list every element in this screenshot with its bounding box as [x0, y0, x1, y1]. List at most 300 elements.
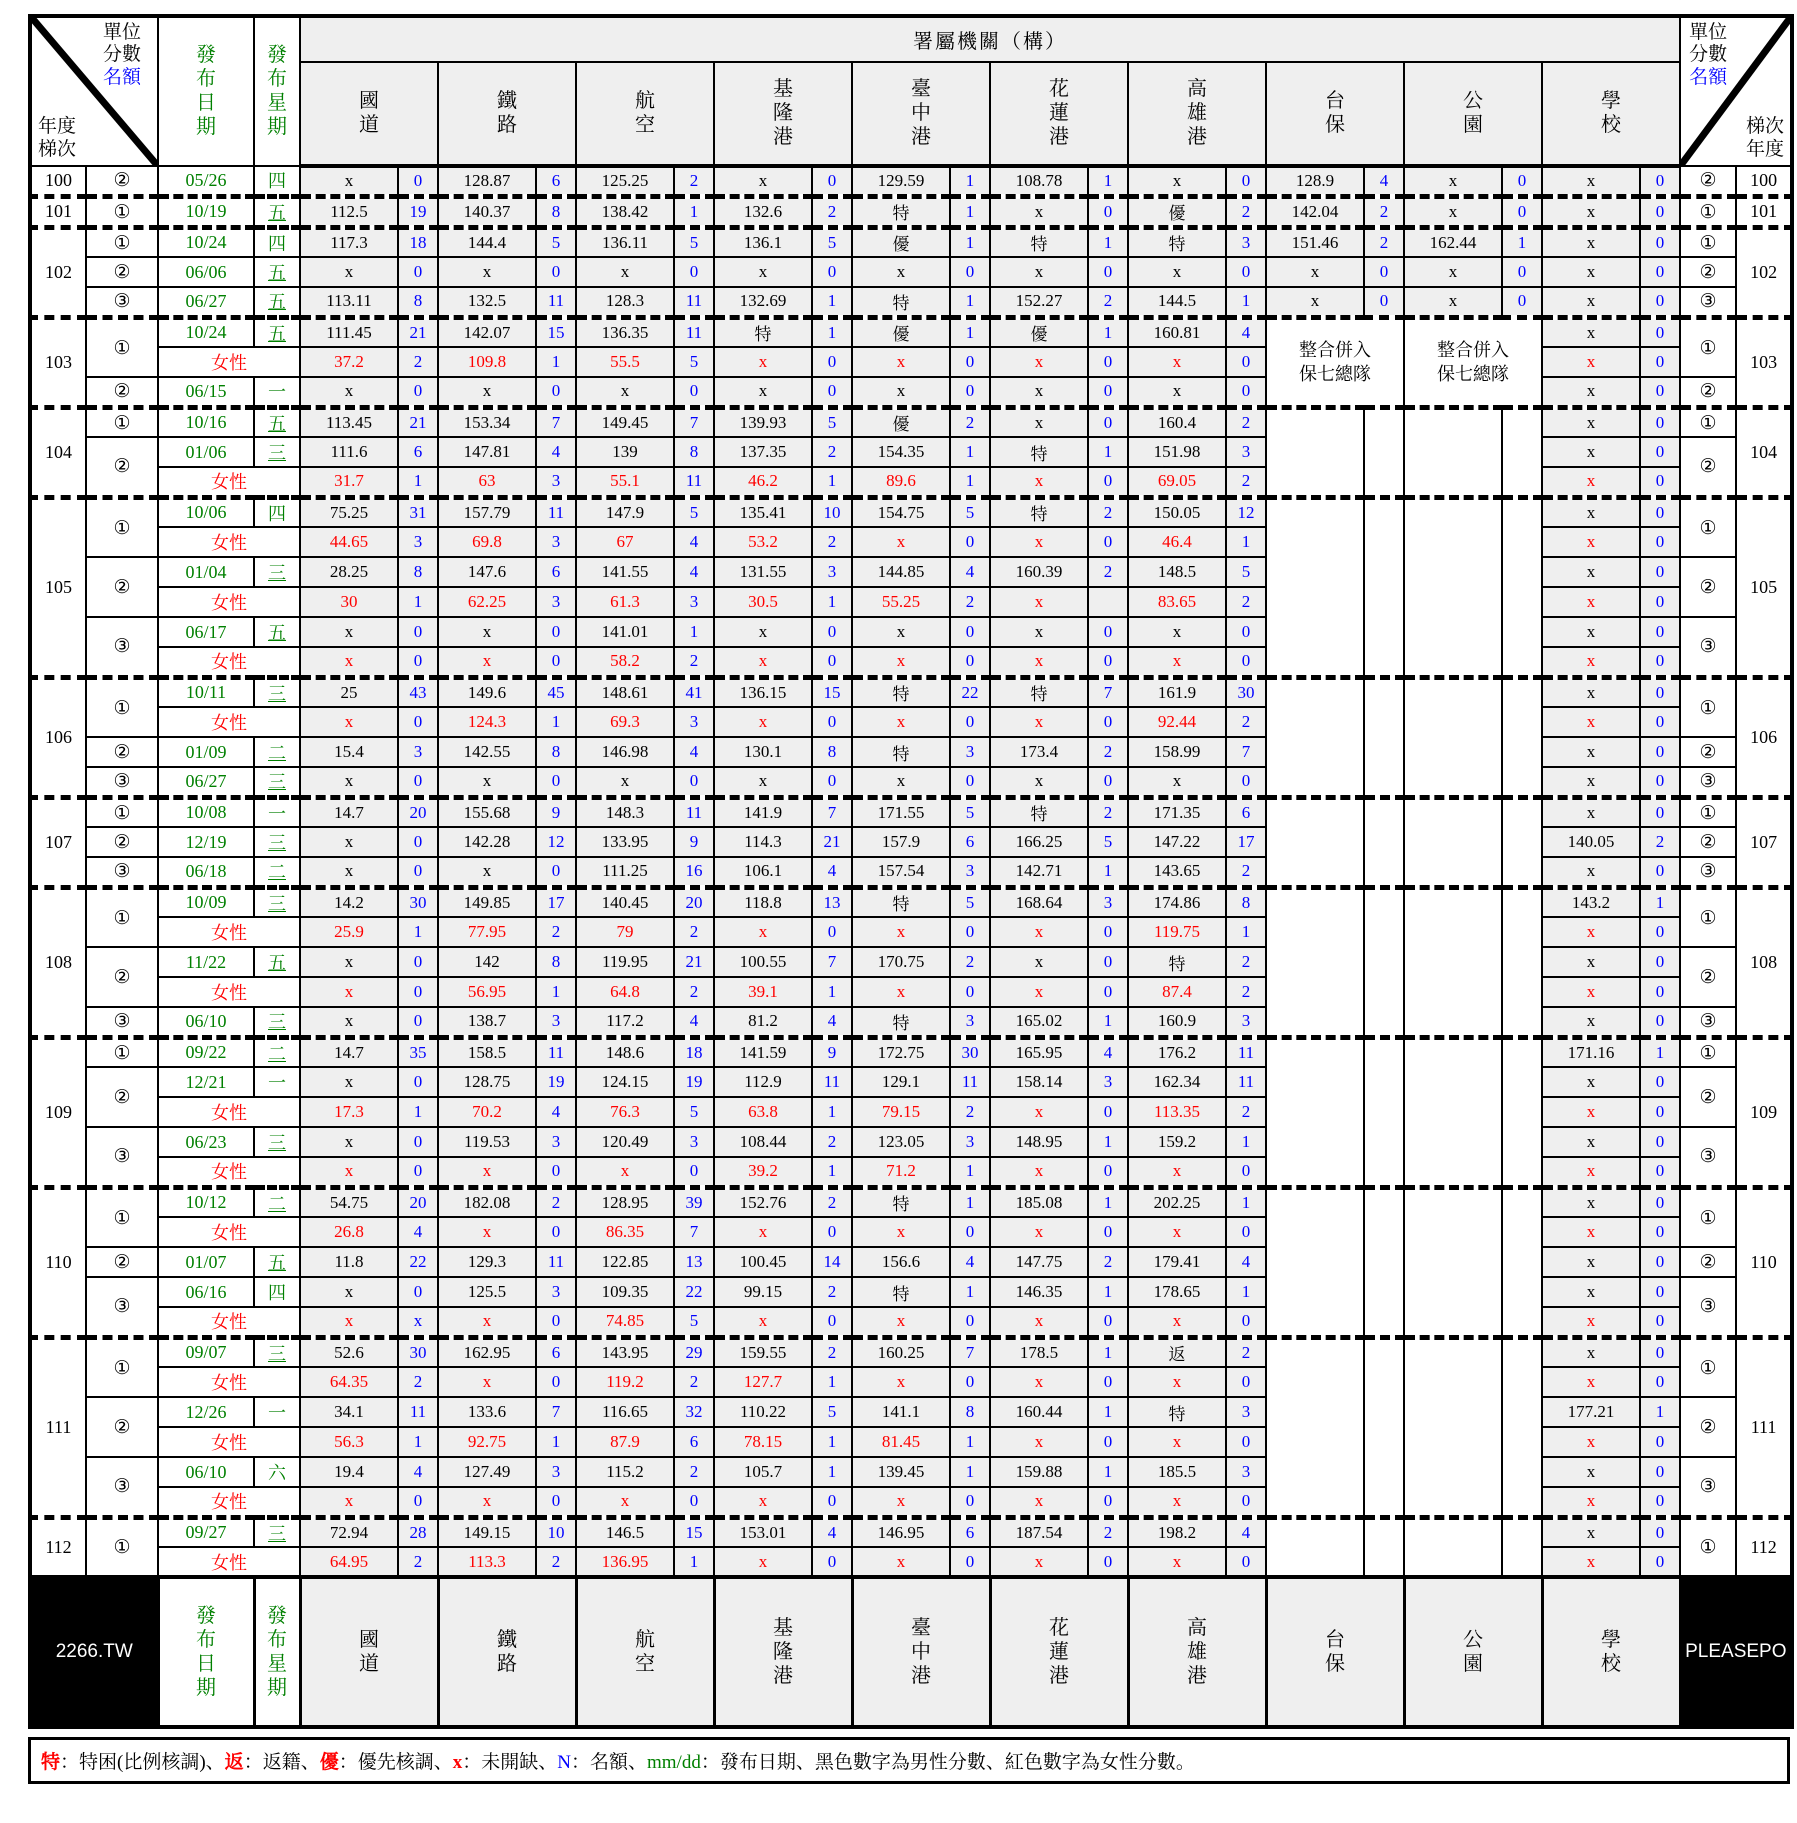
agency-header-5: 臺 中 港 — [852, 62, 990, 166]
blank-cell — [1404, 647, 1502, 677]
score-cell: x — [1542, 557, 1640, 587]
score-cell: x — [1404, 287, 1502, 317]
quota-count-cell: 2 — [1088, 1517, 1128, 1547]
year-cell: 102 — [30, 227, 86, 317]
batch-row — [30, 1007, 1792, 1037]
quota-count-cell: 31 — [398, 497, 438, 527]
quota-count-cell: 8 — [1226, 887, 1266, 917]
year-cell: 111 — [30, 1337, 86, 1517]
merged-note-cell: 整合併入 保七總隊 — [1266, 317, 1404, 407]
score-cell: 146.35 — [990, 1277, 1088, 1307]
score-cell: x — [576, 1487, 674, 1517]
quota-count-cell: 43 — [398, 677, 438, 707]
score-cell: x — [300, 166, 398, 196]
score-cell: x — [1266, 257, 1364, 287]
quota-count-cell: 21 — [398, 317, 438, 347]
score-cell: x — [1542, 1307, 1640, 1337]
quota-count-cell: 0 — [1640, 497, 1680, 527]
score-cell: x — [852, 257, 950, 287]
quota-count-cell: 0 — [398, 707, 438, 737]
quota-count-cell: 0 — [950, 527, 990, 557]
quota-count-cell: 0 — [1640, 707, 1680, 737]
quota-count-cell: 13 — [812, 887, 852, 917]
batch-cell: ② — [86, 166, 158, 196]
merged-note-cell: 整合併入 保七總隊 — [1404, 317, 1542, 407]
quota-count-cell: 5 — [674, 227, 714, 257]
batch-row — [30, 887, 1792, 917]
score-cell: 202.25 — [1128, 1187, 1226, 1217]
quota-count-cell: 0 — [1226, 647, 1266, 677]
score-cell: x — [1542, 1217, 1640, 1247]
footer-ticker-label: 2266.TW — [30, 1577, 158, 1727]
quota-count-cell: 5 — [812, 407, 852, 437]
blank-cell — [1266, 1547, 1364, 1577]
legend-text: 優 — [319, 1752, 339, 1773]
score-cell: 113.11 — [300, 287, 398, 317]
blank-cell — [1266, 1517, 1364, 1547]
quota-count-cell: 1 — [536, 1427, 576, 1457]
quota-count-cell: 0 — [812, 617, 852, 647]
quota-count-cell: 1 — [950, 196, 990, 227]
blank-cell — [1404, 1517, 1502, 1547]
score-cell: 105.7 — [714, 1457, 812, 1487]
quota-count-cell: 3 — [674, 587, 714, 617]
blank-cell — [1502, 1187, 1542, 1217]
year-group-109 — [30, 1037, 1792, 1187]
quota-count-cell: 2 — [812, 1127, 852, 1157]
publish-weekday-cell: 四 — [254, 227, 300, 257]
year-group-100 — [30, 166, 1792, 196]
publish-weekday-cell: 六 — [254, 1457, 300, 1487]
score-cell: 特 — [990, 227, 1088, 257]
blank-cell — [1266, 1427, 1364, 1457]
score-cell: 151.98 — [1128, 437, 1226, 467]
quota-count-cell: 2 — [1226, 707, 1266, 737]
publish-weekday-cell: 三 — [254, 827, 300, 857]
score-cell: x — [990, 407, 1088, 437]
score-cell: 128.95 — [576, 1187, 674, 1217]
publish-date-cell: 06/17 — [158, 617, 254, 647]
quota-count-cell: 22 — [674, 1277, 714, 1307]
blank-cell — [1364, 947, 1404, 977]
score-cell: 173.4 — [990, 737, 1088, 767]
blank-cell — [1364, 407, 1404, 437]
score-cell: 137.35 — [714, 437, 812, 467]
publish-weekday-cell: 三 — [254, 1007, 300, 1037]
legend-text: ：發布日期、黑色數字為男性分數、紅色數字為女性分數。 — [700, 1752, 1195, 1773]
score-cell: x — [852, 647, 950, 677]
score-cell: x — [990, 257, 1088, 287]
score-cell: 147.9 — [576, 497, 674, 527]
blank-cell — [1502, 1127, 1542, 1157]
quota-count-cell: 1 — [536, 347, 576, 377]
score-cell: x — [1542, 1547, 1640, 1577]
quota-count-cell: 21 — [398, 407, 438, 437]
quota-count-cell: 8 — [536, 737, 576, 767]
publish-weekday-cell: 三 — [254, 1517, 300, 1547]
quota-count-cell: 2 — [1640, 827, 1680, 857]
blank-cell — [1404, 467, 1502, 497]
batch-row — [30, 617, 1792, 647]
female-label: 女性 — [158, 647, 300, 677]
score-cell: x — [714, 377, 812, 407]
score-cell: 11.8 — [300, 1247, 398, 1277]
score-cell: 61.3 — [576, 587, 674, 617]
score-cell: 特 — [852, 887, 950, 917]
quota-count-cell: 30 — [398, 1337, 438, 1367]
score-cell: 130.1 — [714, 737, 812, 767]
blank-cell — [1404, 887, 1502, 917]
score-cell: 55.5 — [576, 347, 674, 377]
score-cell: 140.45 — [576, 887, 674, 917]
batch-cell: ① — [86, 317, 158, 377]
score-cell: 152.27 — [990, 287, 1088, 317]
quota-count-cell: 1 — [1640, 887, 1680, 917]
blank-cell — [1266, 1037, 1364, 1067]
quota-count-cell: 11 — [1226, 1067, 1266, 1097]
score-cell: 149.85 — [438, 887, 536, 917]
score-cell: 14.2 — [300, 887, 398, 917]
blank-cell — [1404, 1307, 1502, 1337]
score-cell: 70.2 — [438, 1097, 536, 1127]
publish-weekday-cell: 一 — [254, 797, 300, 827]
publish-weekday-cell: 三 — [254, 887, 300, 917]
blank-cell — [1502, 977, 1542, 1007]
blank-cell — [1364, 1247, 1404, 1277]
quota-count-cell: 3 — [674, 707, 714, 737]
score-cell: x — [1542, 527, 1640, 557]
batch-row — [30, 1337, 1792, 1367]
score-cell: 128.75 — [438, 1067, 536, 1097]
score-cell: 特 — [852, 1277, 950, 1307]
blank-cell — [1364, 1427, 1404, 1457]
blank-cell — [1364, 917, 1404, 947]
quota-count-cell: 2 — [1226, 1097, 1266, 1127]
quota-count-cell: 0 — [398, 257, 438, 287]
batch-cell: ③ — [86, 767, 158, 797]
quota-count-cell: 1 — [1088, 1187, 1128, 1217]
score-cell: 129.3 — [438, 1247, 536, 1277]
blank-cell — [1364, 647, 1404, 677]
quota-count-cell: 0 — [398, 827, 438, 857]
quota-count-cell: 1 — [1088, 437, 1128, 467]
quota-count-cell: 1 — [674, 196, 714, 227]
score-cell: 165.02 — [990, 1007, 1088, 1037]
score-cell: 159.88 — [990, 1457, 1088, 1487]
quota-count-cell: 0 — [812, 377, 852, 407]
score-cell: 114.3 — [714, 827, 812, 857]
quota-count-cell: 1 — [812, 1157, 852, 1187]
score-cell: x — [1128, 1487, 1226, 1517]
blank-cell — [1502, 947, 1542, 977]
score-cell: x — [1128, 377, 1226, 407]
score-cell: 143.65 — [1128, 857, 1226, 887]
blank-cell — [1502, 917, 1542, 947]
score-cell: 178.5 — [990, 1337, 1088, 1367]
publish-weekday-cell: 二 — [254, 1187, 300, 1217]
score-cell: x — [714, 917, 812, 947]
year-group-107 — [30, 797, 1792, 887]
footer-agency-9: 公 園 — [1404, 1577, 1542, 1727]
score-cell: x — [714, 1487, 812, 1517]
batch-row — [30, 1037, 1792, 1067]
publish-weekday-cell: 一 — [254, 377, 300, 407]
publish-weekday-cell: 二 — [254, 737, 300, 767]
female-label: 女性 — [158, 707, 300, 737]
publish-weekday-cell: 四 — [254, 1277, 300, 1307]
score-cell: 136.95 — [576, 1547, 674, 1577]
quota-count-cell: 1 — [950, 227, 990, 257]
score-cell: 177.21 — [1542, 1397, 1640, 1427]
score-cell: 14.7 — [300, 1037, 398, 1067]
quota-count-cell: 0 — [1640, 196, 1680, 227]
score-cell: x — [1128, 1427, 1226, 1457]
score-cell: x — [1542, 707, 1640, 737]
batch-cell-right: ③ — [1680, 1277, 1736, 1337]
quota-count-cell: 11 — [1226, 1037, 1266, 1067]
batch-row — [30, 407, 1792, 437]
quota-count-cell: 1 — [674, 1547, 714, 1577]
quota-count-cell: 0 — [1088, 977, 1128, 1007]
blank-cell — [1502, 827, 1542, 857]
batch-row — [30, 827, 1792, 857]
quota-count-cell: 4 — [812, 1517, 852, 1547]
quota-count-cell: 20 — [398, 1187, 438, 1217]
score-cell: x — [300, 617, 398, 647]
quota-count-cell: 0 — [1640, 587, 1680, 617]
score-cell: x — [990, 1487, 1088, 1517]
quota-count-cell: 1 — [1226, 287, 1266, 317]
quota-count-cell: 4 — [1226, 1517, 1266, 1547]
quota-count-cell: 5 — [950, 497, 990, 527]
quota-count-cell: 3 — [398, 527, 438, 557]
blank-cell — [1364, 737, 1404, 767]
quota-count-cell: 0 — [950, 617, 990, 647]
quota-count-cell: 0 — [1640, 227, 1680, 257]
batch-cell: ① — [86, 407, 158, 437]
publish-date-cell: 01/06 — [158, 437, 254, 467]
year-cell: 100 — [30, 166, 86, 196]
score-cell: 110.22 — [714, 1397, 812, 1427]
score-cell: x — [438, 767, 536, 797]
score-cell: x — [852, 347, 950, 377]
batch-cell-right: ① — [1680, 887, 1736, 947]
score-cell: 113.3 — [438, 1547, 536, 1577]
year-group-103 — [30, 317, 1792, 407]
blank-cell — [1502, 767, 1542, 797]
score-cell: 25 — [300, 677, 398, 707]
quota-count-cell: 17 — [1226, 827, 1266, 857]
quota-count-cell: 28 — [398, 1517, 438, 1547]
score-cell: x — [1542, 947, 1640, 977]
score-cell: 144.4 — [438, 227, 536, 257]
quota-count-cell: 0 — [812, 767, 852, 797]
score-cell: x — [1128, 1217, 1226, 1247]
female-row — [30, 647, 1792, 677]
score-cell: x — [852, 377, 950, 407]
blank-cell — [1266, 677, 1364, 707]
score-cell: 特 — [990, 677, 1088, 707]
score-cell: x — [1128, 1367, 1226, 1397]
year-cell: 105 — [30, 497, 86, 677]
quota-count-cell: 2 — [812, 1187, 852, 1217]
score-cell: x — [300, 1307, 398, 1337]
quota-count-cell: 0 — [1640, 737, 1680, 767]
quota-count-cell: 0 — [1640, 857, 1680, 887]
quota-count-cell: 5 — [950, 887, 990, 917]
score-cell: 132.69 — [714, 287, 812, 317]
quota-count-cell: 4 — [674, 1007, 714, 1037]
agency-group-header: 署屬機關（構） — [300, 16, 1680, 62]
quota-count-cell: 0 — [1088, 1307, 1128, 1337]
quota-count-cell: 2 — [1364, 196, 1404, 227]
score-cell: 136.11 — [576, 227, 674, 257]
score-cell: 127.7 — [714, 1367, 812, 1397]
publish-date-header: 發 布 日 期 — [158, 16, 254, 166]
report-page — [28, 14, 1790, 1784]
publish-weekday-cell: 三 — [254, 557, 300, 587]
publish-weekday-cell: 一 — [254, 1067, 300, 1097]
quota-count-cell: 1 — [812, 1457, 852, 1487]
quota-count-cell: 0 — [950, 1487, 990, 1517]
quota-count-cell: 0 — [1088, 527, 1128, 557]
score-cell: 149.45 — [576, 407, 674, 437]
blank-cell — [1502, 797, 1542, 827]
blank-cell — [1364, 797, 1404, 827]
blank-cell — [1364, 557, 1404, 587]
score-cell: x — [576, 767, 674, 797]
female-row — [30, 1217, 1792, 1247]
blank-cell — [1266, 407, 1364, 437]
batch-row — [30, 437, 1792, 467]
blank-cell — [1502, 557, 1542, 587]
quota-count-cell: 5 — [812, 1397, 852, 1427]
quota-count-cell: 18 — [674, 1037, 714, 1067]
year-group-101 — [30, 196, 1792, 227]
score-cell: 78.15 — [714, 1427, 812, 1457]
quota-count-cell: 30 — [398, 887, 438, 917]
batch-cell: ③ — [86, 287, 158, 317]
score-cell: x — [576, 1157, 674, 1187]
year-cell: 104 — [30, 407, 86, 497]
score-cell: x — [1542, 1457, 1640, 1487]
year-group-105 — [30, 497, 1792, 677]
score-cell: 44.65 — [300, 527, 398, 557]
score-cell: 148.95 — [990, 1127, 1088, 1157]
quota-count-cell: 4 — [536, 437, 576, 467]
quota-count-cell: 11 — [674, 467, 714, 497]
publish-date-cell: 12/26 — [158, 1397, 254, 1427]
batch-cell-right: ① — [1680, 196, 1736, 227]
quota-count-cell: 0 — [1226, 1547, 1266, 1577]
female-row — [30, 1157, 1792, 1187]
score-cell: 124.15 — [576, 1067, 674, 1097]
quota-count-cell: 0 — [1088, 196, 1128, 227]
score-cell: 74.85 — [576, 1307, 674, 1337]
quota-count-cell: 1 — [536, 707, 576, 737]
publish-date-cell: 06/10 — [158, 1457, 254, 1487]
publish-weekday-cell: 四 — [254, 497, 300, 527]
quota-count-cell: 11 — [674, 317, 714, 347]
female-label: 女性 — [158, 1547, 300, 1577]
score-cell: 182.08 — [438, 1187, 536, 1217]
quota-count-cell: 2 — [398, 1367, 438, 1397]
batch-cell: ② — [86, 557, 158, 617]
blank-cell — [1266, 827, 1364, 857]
quota-count-cell: 0 — [1640, 377, 1680, 407]
quota-count-cell: 0 — [812, 707, 852, 737]
score-cell: 77.95 — [438, 917, 536, 947]
score-cell: 優 — [852, 407, 950, 437]
blank-cell — [1364, 1397, 1404, 1427]
quota-count-cell: 0 — [536, 1217, 576, 1247]
score-cell: 140.05 — [1542, 827, 1640, 857]
score-cell: 39.1 — [714, 977, 812, 1007]
legend-text: ：名額、 — [570, 1752, 647, 1773]
score-cell: 55.1 — [576, 467, 674, 497]
score-cell: x — [300, 707, 398, 737]
score-cell: 特 — [1128, 947, 1226, 977]
score-cell: x — [300, 977, 398, 1007]
score-cell: 111.6 — [300, 437, 398, 467]
year-cell-right: 105 — [1736, 497, 1792, 677]
score-cell: x — [300, 647, 398, 677]
blank-cell — [1266, 917, 1364, 947]
corner-left-top-labels: 單位 分數 名額 — [102, 22, 141, 88]
publish-date-cell: 10/06 — [158, 497, 254, 527]
quota-count-cell: 2 — [1226, 467, 1266, 497]
quota-count-cell: 0 — [812, 917, 852, 947]
batch-row — [30, 1247, 1792, 1277]
quota-count-cell: 0 — [1226, 1367, 1266, 1397]
blank-cell — [1502, 1457, 1542, 1487]
batch-cell-right: ① — [1680, 1337, 1736, 1397]
score-cell: 141.59 — [714, 1037, 812, 1067]
blank-cell — [1502, 707, 1542, 737]
quota-count-cell: 1 — [812, 317, 852, 347]
score-cell: 153.01 — [714, 1517, 812, 1547]
score-cell: x — [714, 1217, 812, 1247]
score-cell: x — [852, 1307, 950, 1337]
batch-row — [30, 227, 1792, 257]
quota-count-cell: 4 — [398, 1457, 438, 1487]
publish-date-cell: 10/12 — [158, 1187, 254, 1217]
score-cell: 147.6 — [438, 557, 536, 587]
batch-cell: ② — [86, 1397, 158, 1457]
quota-count-cell: 0 — [812, 1487, 852, 1517]
score-cell: 158.5 — [438, 1037, 536, 1067]
score-cell: 111.25 — [576, 857, 674, 887]
blank-cell — [1364, 1457, 1404, 1487]
score-cell: 31.7 — [300, 467, 398, 497]
quota-count-cell: 4 — [1088, 1037, 1128, 1067]
batch-cell-right: ③ — [1680, 1457, 1736, 1517]
blank-cell — [1404, 587, 1502, 617]
blank-cell — [1502, 467, 1542, 497]
quota-count-cell: 0 — [1640, 1517, 1680, 1547]
batch-row — [30, 497, 1792, 527]
score-cell: x — [438, 1487, 536, 1517]
blank-cell — [1266, 527, 1364, 557]
blank-cell — [1404, 1277, 1502, 1307]
blank-cell — [1404, 1367, 1502, 1397]
score-cell: x — [300, 1487, 398, 1517]
score-cell: 125.25 — [576, 166, 674, 196]
score-cell: x — [852, 977, 950, 1007]
score-cell: x — [1404, 257, 1502, 287]
quota-count-cell: 0 — [398, 767, 438, 797]
publish-date-cell: 10/08 — [158, 797, 254, 827]
